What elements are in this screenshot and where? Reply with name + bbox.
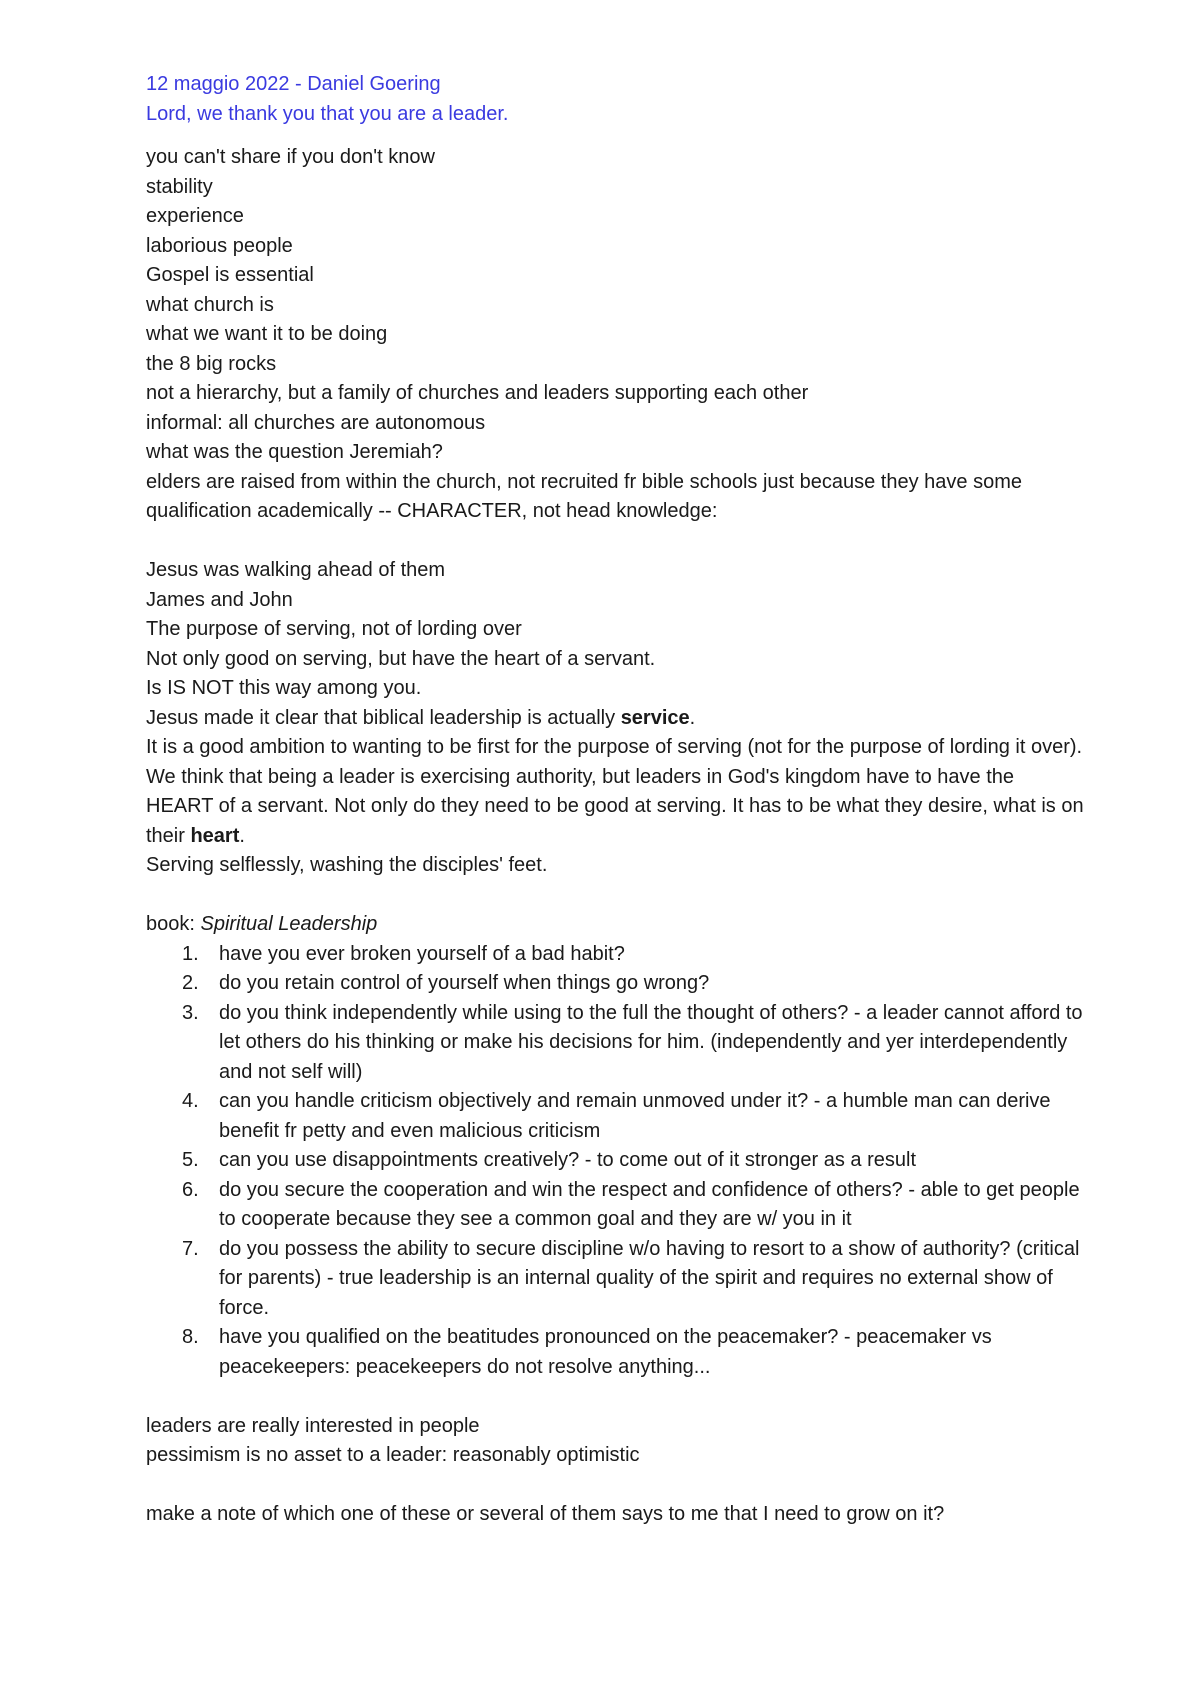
heart-bold: heart: [190, 824, 240, 847]
service-period: .: [689, 706, 696, 729]
list-item: [146, 999, 1086, 1088]
note-line: Is IS NOT this way among you.: [146, 677, 422, 699]
note-line: laborious people: [146, 234, 293, 257]
list-text: can you handle criticism objectively and remain unmoved under it? - a humble man can derive benefit fr petty and even malicious criticism: [219, 1090, 1051, 1142]
list-item: [146, 1146, 1086, 1176]
list-text: have you ever broken yourself of a bad habit?: [219, 942, 625, 965]
list-number: 1.: [182, 942, 199, 965]
list-item: [146, 1323, 1086, 1382]
blank-line: [146, 881, 1086, 911]
note-line: leaders are really interested in people: [146, 1414, 480, 1437]
note-line: Serving selflessly, washing the disciples' feet.: [146, 854, 548, 876]
document-page: [146, 70, 1086, 1530]
book-prefix: book:: [146, 913, 201, 935]
list-number: 6.: [182, 1178, 199, 1201]
list-item: [146, 1087, 1086, 1146]
list-number: 5.: [182, 1149, 199, 1171]
list-item: [146, 969, 1086, 999]
list-text: do you retain control of yourself when things go wrong?: [219, 972, 710, 994]
list-number: 3.: [182, 1001, 199, 1024]
note-line-heart: [146, 763, 1086, 852]
list-number: 4.: [182, 1090, 199, 1112]
list-text: have you qualified on the beatitudes pronounced on the peacemaker? - peacemaker vs peacekeepers: peacekeepers do not resolve anything...: [219, 1326, 992, 1378]
list-text: do you possess the ability to secure discipline w/o having to resort to a show of authority? (critical for parents) - true leadership is an internal quality of the spirit and requires no external show of force.: [219, 1237, 1080, 1319]
blank-line: [146, 1471, 1086, 1501]
list-item: [146, 1176, 1086, 1235]
service-bold: service: [620, 706, 690, 729]
list-number: 8.: [182, 1326, 199, 1348]
heart-period: .: [239, 824, 245, 847]
note-line: what we want it to be doing: [146, 323, 388, 345]
blank-line: [146, 1382, 1086, 1412]
note-line: experience: [146, 205, 244, 227]
book-title: Spiritual Leadership: [200, 913, 378, 935]
note-line: Gospel is essential: [146, 264, 314, 286]
note-line: what church is: [146, 293, 274, 316]
list-item: [146, 940, 1086, 970]
list-text: can you use disappointments creatively? - to come out of it stronger as a result: [219, 1149, 917, 1171]
questions-list: [146, 940, 1086, 1383]
note-line: stability: [146, 175, 213, 198]
date-author-heading: 12 maggio 2022 - Daniel Goering: [146, 73, 441, 95]
final-note: make a note of which one of these or several of them says to me that I need to grow on it?: [146, 1503, 945, 1525]
note-line: It is a good ambition to wanting to be first for the purpose of serving (not for the purpose of lording it over).: [146, 736, 1083, 758]
prayer-line: Lord, we thank you that you are a leader.: [146, 102, 509, 125]
service-text: Jesus made it clear that biblical leadership is actually: [146, 706, 621, 729]
note-line-service: [146, 704, 1086, 734]
list-number: 7.: [182, 1237, 199, 1260]
note-line: elders are raised from within the church, not recruited fr bible schools just because they have some qualification academically -- CHARACTER, not head knowledge:: [146, 470, 1022, 522]
heart-text: We think that being a leader is exercising authority, but leaders in God's kingdom have to have the HEART of a servant. Not only do they need to be good at serving. It has to be what they desire, what is on their: [146, 765, 1084, 847]
note-line: Not only good on serving, but have the heart of a servant.: [146, 647, 656, 670]
note-line: informal: all churches are autonomous: [146, 411, 486, 434]
list-text: do you secure the cooperation and win the respect and confidence of others? - able to get people to cooperate because they see a common goal and they are w/ you in it: [219, 1178, 1080, 1230]
note-line: James and John: [146, 588, 293, 611]
note-line: you can't share if you don't know: [146, 146, 435, 168]
list-item: [146, 1235, 1086, 1324]
note-line: the 8 big rocks: [146, 352, 277, 375]
note-line: The purpose of serving, not of lording over: [146, 618, 522, 640]
list-number: 2.: [182, 972, 199, 994]
note-line: Jesus was walking ahead of them: [146, 559, 446, 581]
blank-line: [146, 527, 1086, 557]
note-line: not a hierarchy, but a family of churches and leaders supporting each other: [146, 382, 809, 404]
spacer: [146, 129, 1086, 143]
book-reference: [146, 910, 1086, 940]
note-line: what was the question Jeremiah?: [146, 441, 443, 463]
note-line: pessimism is no asset to a leader: reasonably optimistic: [146, 1444, 640, 1466]
list-text: do you think independently while using to the full the thought of others? - a leader cannot afford to let others do his thinking or make his decisions for him. (independently and yer interdependently and not self will): [219, 1001, 1083, 1083]
